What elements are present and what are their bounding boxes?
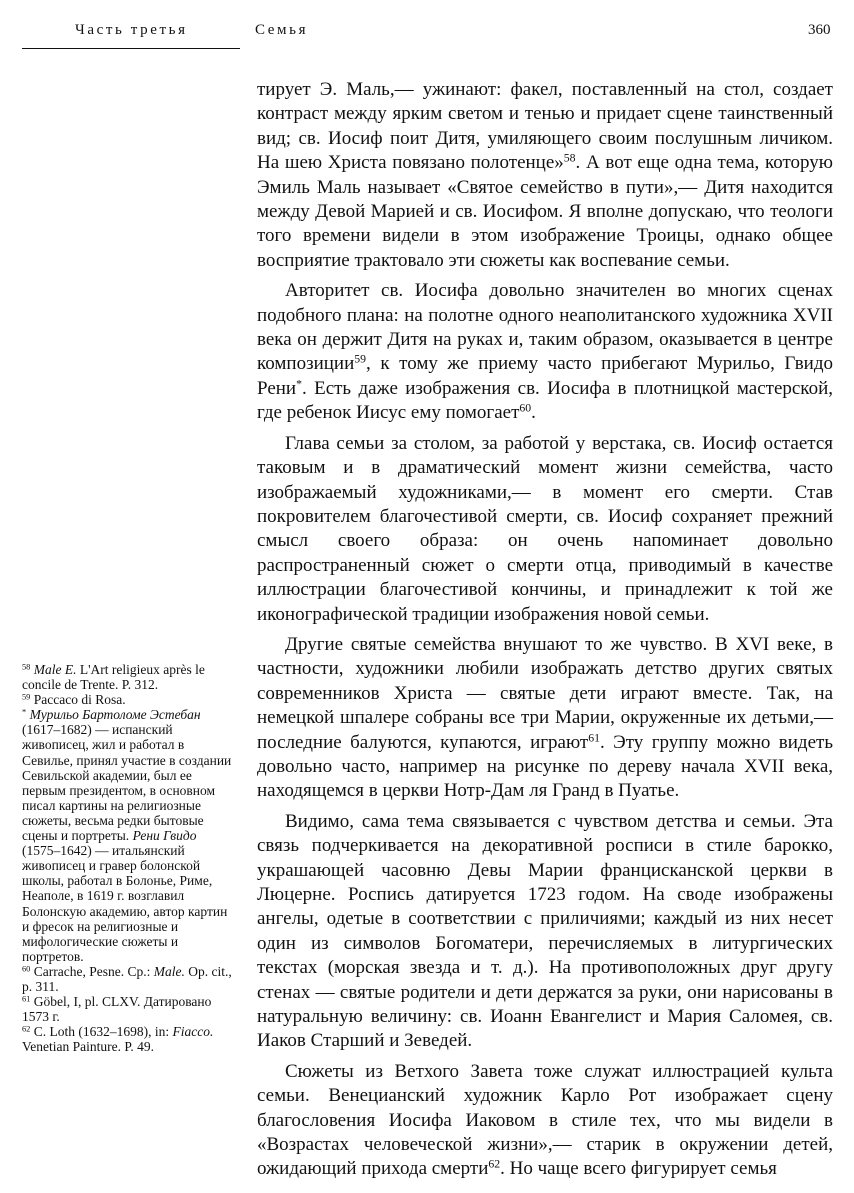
text-run: L'Art religieux après le concile de Trente. P. 312.: [22, 662, 205, 693]
footnote: [22, 1024, 237, 1054]
footnote-ref: 60: [519, 401, 532, 415]
body-paragraph: [257, 633, 833, 804]
main-text-column: [257, 78, 833, 1182]
italic-run: Male.: [153, 963, 185, 979]
footnote-ref: *: [22, 707, 27, 717]
body-paragraph: [257, 279, 833, 425]
body-paragraph: [257, 432, 833, 627]
header-rule: [22, 48, 240, 49]
footnote-ref: 62: [22, 1024, 31, 1034]
text-run: Видимо, сама тема связывается с чувством детства и семьи. Эта связь подчеркивается на декоративной росписи в стиле барокко, украшающей часовню Девы Марии францисканской церкви в Люцерне. Роспись датируется 1723 годом. На своде изображены ангелы, одетые в соответствии с приличиями; каждый из них несет один из символов Богоматери, перечисляемых в литургических текстах (морская звезда и т. д.). На противоположных друг другу стенах — святые родители и дети держатся за руки, они нарисованы в натуральную величину: св. Иоанн Евангелист и Мария Саломея, св. Иаков Старший и Зеведей.: [257, 810, 833, 1052]
text-run: Carrache, Pesne. Cp.:: [30, 963, 154, 979]
text-run: (1617–1682) — испанский живописец, жил и работал в Севилье, принял участие в создании Севильской академии, был ее первым президентом, в основном писал картины на религиозные сюжеты, весьма редки бытовые сцены и портреты.: [22, 722, 232, 844]
footnote-ref: 61: [22, 994, 31, 1004]
page-number: 360: [808, 22, 831, 38]
footnote-ref: 58: [563, 151, 576, 165]
footnotes-column: [22, 662, 237, 1054]
text-run: .: [531, 402, 536, 424]
text-run: (1575–1642) — итальянский живописец и гравер болонской школы, работал в Болонье, Риме, Неаполе, в 1619 г. возглавил Болонскую академию, автор картин и фресок на религиозные и мифологические сюжеты и портретов.: [22, 843, 228, 964]
footnote: [22, 964, 237, 994]
running-head-chapter: Семья: [255, 22, 309, 38]
footnote: [22, 662, 237, 692]
footnote: [22, 707, 237, 964]
text-run: Paccaco di Rosa.: [30, 692, 126, 708]
text-run: Venetian Painture. P. 49.: [22, 1039, 154, 1055]
footnote-ref: 62: [488, 1158, 501, 1171]
italic-run: Рени Гвидо: [132, 828, 197, 844]
footnote-ref: 59: [22, 692, 31, 702]
italic-run: Male E.: [33, 662, 77, 677]
text-run: Глава семьи за столом, за работой у верстака, св. Иосиф остается таковым и в драматический момент жизни семейства, часто изображаемый художниками,— в момент его смерти. Став покровителем благочестивой смерти, св. Иосиф сохраняет прежний смысл своего образа: он очень напоминает довольно распространенный сюжет о смерти отца, приводимый в качестве иллюстрации благочестивой кончины, и принадлежит к той же иконографической традиции изображения новой семьи.: [257, 432, 833, 625]
footnote-ref: 58: [22, 662, 31, 672]
body-paragraph: [257, 1060, 833, 1182]
text-run: . Эту группу можно видеть довольно часто, например на рисунке по дереву начала XVII века, находящемся в церкви Нотр-Дам ля Гранд в Пуатье.: [257, 731, 834, 802]
footnote-ref: *: [296, 377, 302, 391]
footnote-ref: 61: [588, 731, 600, 745]
footnote-ref: 60: [22, 964, 31, 974]
footnote: [22, 994, 237, 1024]
italic-run: Fiacco.: [172, 1024, 214, 1040]
text-run: Другие святые семейства внушают то же чувство. В XVI веке, в частности, художники любили изображать детство других святых современников Христа — святые дети играют вместе. Так, на немецкой шпалере собраны все три Марии, окруженные их детьми,— последние балуются, купаются, играют: [257, 633, 833, 753]
text-run: Op. cit., p. 311.: [22, 963, 232, 994]
text-run: Göbel, I, pl. CLXV. Датировано 1573 г.: [22, 994, 212, 1025]
text-run: C. Loth (1632–1698), in:: [30, 1024, 173, 1040]
footnote: [22, 692, 237, 707]
text-run: , к тому же приему часто прибегают Мурильо, Гвидо Рени: [257, 353, 833, 399]
text-run: . Есть даже изображения св. Иосифа в плотницкой мастерской, где ребенок Иисус ему помогает: [257, 377, 833, 424]
body-paragraph: [257, 810, 833, 1054]
text-run: . А вот еще одна тема, которую Эмиль Маль называет «Святое семейство в пути»,— Дитя находится между Девой Марией и св. Иосифом. Я вполне допускаю, что теологи того времени видели в этом изображение Троицы, однако общее восприятие трактовало эти сюжеты как воспевание семьи.: [257, 152, 833, 271]
text-run: Авторитет св. Иосифа довольно значителен во многих сценах подобного плана: на полотне одного неаполитанского художника XVII века он держит Дитя на руках и, таким образом, оказывается в центре композиции: [257, 280, 833, 375]
text-run: . Но чаще всего фигурирует семья: [500, 1158, 777, 1180]
footnote-ref: 59: [354, 353, 367, 366]
body-paragraph: [257, 78, 833, 273]
italic-run: Мурильо Бартоломе Эстебан: [29, 707, 201, 723]
running-head-part: Часть третья: [75, 22, 188, 38]
text-run: Сюжеты из Ветхого Завета тоже служат иллюстрацией культа семьи. Венецианский художник Карло Рот изображает сцену благословения Иосифа Иаковом в стиле тех, что мы видели в «Возрастах человеческой жизни»,— старик в окружении детей, ожидающий прихода смерти: [257, 1060, 833, 1180]
text-run: тирует Э. Маль,— ужинают: факел, поставленный на стол, создает контраст между ярким светом и тенью и придает сцене таинственный вид; св. Иосиф поит Дитя, умиляющего своим послушным личиком. На шею Христа повязано полотенце»: [257, 79, 833, 174]
